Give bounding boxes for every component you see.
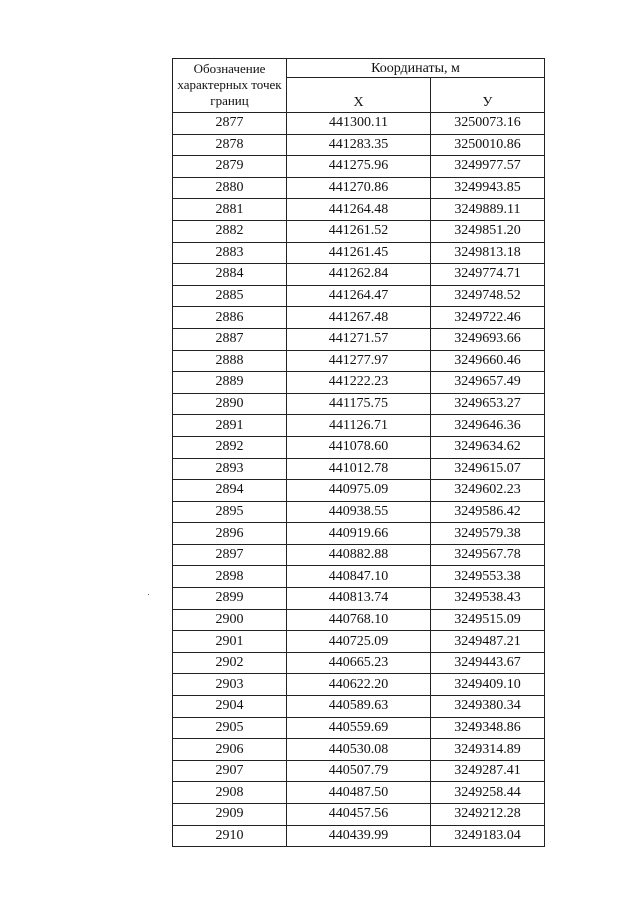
table-row bbox=[173, 372, 545, 394]
table-row bbox=[173, 113, 545, 135]
y-coordinate-cell: 3249380.34 bbox=[431, 696, 545, 718]
y-coordinate-cell: 3249443.67 bbox=[431, 652, 545, 674]
y-coordinate-cell: 3249889.11 bbox=[431, 199, 545, 221]
table-header bbox=[173, 59, 545, 113]
point-number-cell: 2885 bbox=[173, 285, 287, 307]
x-coordinate-cell: 441275.96 bbox=[287, 156, 431, 178]
y-coordinate-cell: 3249851.20 bbox=[431, 220, 545, 242]
point-number-cell: 2889 bbox=[173, 372, 287, 394]
x-coordinate-cell: 440813.74 bbox=[287, 588, 431, 610]
y-coordinate-cell: 3249943.85 bbox=[431, 177, 545, 199]
y-coordinate-cell: 3249586.42 bbox=[431, 501, 545, 523]
y-coordinate-cell: 3249579.38 bbox=[431, 523, 545, 545]
table-row bbox=[173, 458, 545, 480]
x-coordinate-cell: 441283.35 bbox=[287, 134, 431, 156]
scan-speck bbox=[148, 594, 149, 595]
x-coordinate-cell: 440487.50 bbox=[287, 782, 431, 804]
table-row bbox=[173, 436, 545, 458]
y-coordinate-cell: 3249634.62 bbox=[431, 436, 545, 458]
y-coordinate-cell: 3249646.36 bbox=[431, 415, 545, 437]
table-row bbox=[173, 285, 545, 307]
point-number-cell: 2893 bbox=[173, 458, 287, 480]
x-coordinate-cell: 440768.10 bbox=[287, 609, 431, 631]
x-coordinate-cell: 440559.69 bbox=[287, 717, 431, 739]
table-row bbox=[173, 501, 545, 523]
point-number-cell: 2894 bbox=[173, 480, 287, 502]
point-number-cell: 2881 bbox=[173, 199, 287, 221]
point-number-cell: 2904 bbox=[173, 696, 287, 718]
point-number-cell: 2903 bbox=[173, 674, 287, 696]
point-number-cell: 2896 bbox=[173, 523, 287, 545]
point-number-cell: 2888 bbox=[173, 350, 287, 372]
point-number-cell: 2877 bbox=[173, 113, 287, 135]
y-coordinate-cell: 3249515.09 bbox=[431, 609, 545, 631]
point-number-cell: 2882 bbox=[173, 220, 287, 242]
x-coordinate-cell: 441261.52 bbox=[287, 220, 431, 242]
table-row bbox=[173, 717, 545, 739]
x-coordinate-cell: 440975.09 bbox=[287, 480, 431, 502]
y-coordinate-cell: 3249977.57 bbox=[431, 156, 545, 178]
y-coordinate-cell: 3249748.52 bbox=[431, 285, 545, 307]
y-coordinate-cell: 3249538.43 bbox=[431, 588, 545, 610]
y-coordinate-cell: 3249348.86 bbox=[431, 717, 545, 739]
point-number-cell: 2900 bbox=[173, 609, 287, 631]
table-row bbox=[173, 393, 545, 415]
x-coordinate-cell: 440589.63 bbox=[287, 696, 431, 718]
x-column-header: X bbox=[287, 78, 431, 113]
table-row bbox=[173, 588, 545, 610]
document-sheet bbox=[172, 58, 545, 847]
coordinates-header: Координаты, м bbox=[287, 59, 545, 78]
point-number-cell: 2890 bbox=[173, 393, 287, 415]
table-row bbox=[173, 480, 545, 502]
y-coordinate-cell: 3249287.41 bbox=[431, 760, 545, 782]
y-coordinate-cell: 3250073.16 bbox=[431, 113, 545, 135]
table-row bbox=[173, 739, 545, 761]
point-number-cell: 2883 bbox=[173, 242, 287, 264]
table-row bbox=[173, 674, 545, 696]
x-coordinate-cell: 440457.56 bbox=[287, 804, 431, 826]
y-column-header: У bbox=[431, 78, 545, 113]
x-coordinate-cell: 441264.47 bbox=[287, 285, 431, 307]
y-coordinate-cell: 3249693.66 bbox=[431, 328, 545, 350]
x-coordinate-cell: 440938.55 bbox=[287, 501, 431, 523]
x-coordinate-cell: 441126.71 bbox=[287, 415, 431, 437]
x-coordinate-cell: 441012.78 bbox=[287, 458, 431, 480]
point-designation-header: Обозначение характерных точек границ bbox=[173, 59, 287, 113]
point-number-cell: 2891 bbox=[173, 415, 287, 437]
x-coordinate-cell: 440725.09 bbox=[287, 631, 431, 653]
table-row bbox=[173, 760, 545, 782]
y-coordinate-cell: 3249258.44 bbox=[431, 782, 545, 804]
table-row bbox=[173, 415, 545, 437]
y-coordinate-cell: 3249774.71 bbox=[431, 264, 545, 286]
table-row bbox=[173, 156, 545, 178]
table-row bbox=[173, 652, 545, 674]
table-row bbox=[173, 177, 545, 199]
table-row bbox=[173, 134, 545, 156]
table-row bbox=[173, 328, 545, 350]
y-coordinate-cell: 3249212.28 bbox=[431, 804, 545, 826]
y-coordinate-cell: 3249722.46 bbox=[431, 307, 545, 329]
x-coordinate-cell: 441270.86 bbox=[287, 177, 431, 199]
point-number-cell: 2886 bbox=[173, 307, 287, 329]
point-number-cell: 2908 bbox=[173, 782, 287, 804]
x-coordinate-cell: 441271.57 bbox=[287, 328, 431, 350]
x-coordinate-cell: 440919.66 bbox=[287, 523, 431, 545]
table-body bbox=[173, 113, 545, 847]
table-row bbox=[173, 523, 545, 545]
y-coordinate-cell: 3249183.04 bbox=[431, 825, 545, 847]
point-number-cell: 2901 bbox=[173, 631, 287, 653]
table-row bbox=[173, 350, 545, 372]
point-number-cell: 2892 bbox=[173, 436, 287, 458]
y-coordinate-cell: 3249409.10 bbox=[431, 674, 545, 696]
point-number-cell: 2884 bbox=[173, 264, 287, 286]
table-row bbox=[173, 264, 545, 286]
y-coordinate-cell: 3249567.78 bbox=[431, 544, 545, 566]
table-row bbox=[173, 804, 545, 826]
point-number-cell: 2880 bbox=[173, 177, 287, 199]
point-number-cell: 2895 bbox=[173, 501, 287, 523]
point-number-cell: 2878 bbox=[173, 134, 287, 156]
x-coordinate-cell: 441264.48 bbox=[287, 199, 431, 221]
y-coordinate-cell: 3249487.21 bbox=[431, 631, 545, 653]
point-number-cell: 2907 bbox=[173, 760, 287, 782]
y-coordinate-cell: 3249653.27 bbox=[431, 393, 545, 415]
point-number-cell: 2898 bbox=[173, 566, 287, 588]
y-coordinate-cell: 3249602.23 bbox=[431, 480, 545, 502]
y-coordinate-cell: 3249615.07 bbox=[431, 458, 545, 480]
table-row bbox=[173, 307, 545, 329]
x-coordinate-cell: 441300.11 bbox=[287, 113, 431, 135]
x-coordinate-cell: 440622.20 bbox=[287, 674, 431, 696]
point-number-cell: 2899 bbox=[173, 588, 287, 610]
y-coordinate-cell: 3249813.18 bbox=[431, 242, 545, 264]
table-row bbox=[173, 696, 545, 718]
x-coordinate-cell: 441277.97 bbox=[287, 350, 431, 372]
x-coordinate-cell: 441262.84 bbox=[287, 264, 431, 286]
table-row bbox=[173, 242, 545, 264]
x-coordinate-cell: 441078.60 bbox=[287, 436, 431, 458]
x-coordinate-cell: 440507.79 bbox=[287, 760, 431, 782]
y-coordinate-cell: 3249553.38 bbox=[431, 566, 545, 588]
table-row bbox=[173, 782, 545, 804]
x-coordinate-cell: 440665.23 bbox=[287, 652, 431, 674]
table-row bbox=[173, 566, 545, 588]
point-number-cell: 2909 bbox=[173, 804, 287, 826]
y-coordinate-cell: 3249657.49 bbox=[431, 372, 545, 394]
x-coordinate-cell: 441267.48 bbox=[287, 307, 431, 329]
x-coordinate-cell: 440882.88 bbox=[287, 544, 431, 566]
y-coordinate-cell: 3250010.86 bbox=[431, 134, 545, 156]
point-number-cell: 2910 bbox=[173, 825, 287, 847]
coordinates-table bbox=[172, 58, 545, 847]
x-coordinate-cell: 440530.08 bbox=[287, 739, 431, 761]
table-row bbox=[173, 544, 545, 566]
point-number-cell: 2905 bbox=[173, 717, 287, 739]
y-coordinate-cell: 3249660.46 bbox=[431, 350, 545, 372]
y-coordinate-cell: 3249314.89 bbox=[431, 739, 545, 761]
point-number-cell: 2897 bbox=[173, 544, 287, 566]
table-row bbox=[173, 220, 545, 242]
x-coordinate-cell: 441175.75 bbox=[287, 393, 431, 415]
x-coordinate-cell: 441222.23 bbox=[287, 372, 431, 394]
point-number-cell: 2902 bbox=[173, 652, 287, 674]
table-row bbox=[173, 609, 545, 631]
point-number-cell: 2879 bbox=[173, 156, 287, 178]
point-number-cell: 2887 bbox=[173, 328, 287, 350]
table-row bbox=[173, 631, 545, 653]
x-coordinate-cell: 440847.10 bbox=[287, 566, 431, 588]
x-coordinate-cell: 441261.45 bbox=[287, 242, 431, 264]
x-coordinate-cell: 440439.99 bbox=[287, 825, 431, 847]
table-row bbox=[173, 825, 545, 847]
table-row bbox=[173, 199, 545, 221]
point-number-cell: 2906 bbox=[173, 739, 287, 761]
